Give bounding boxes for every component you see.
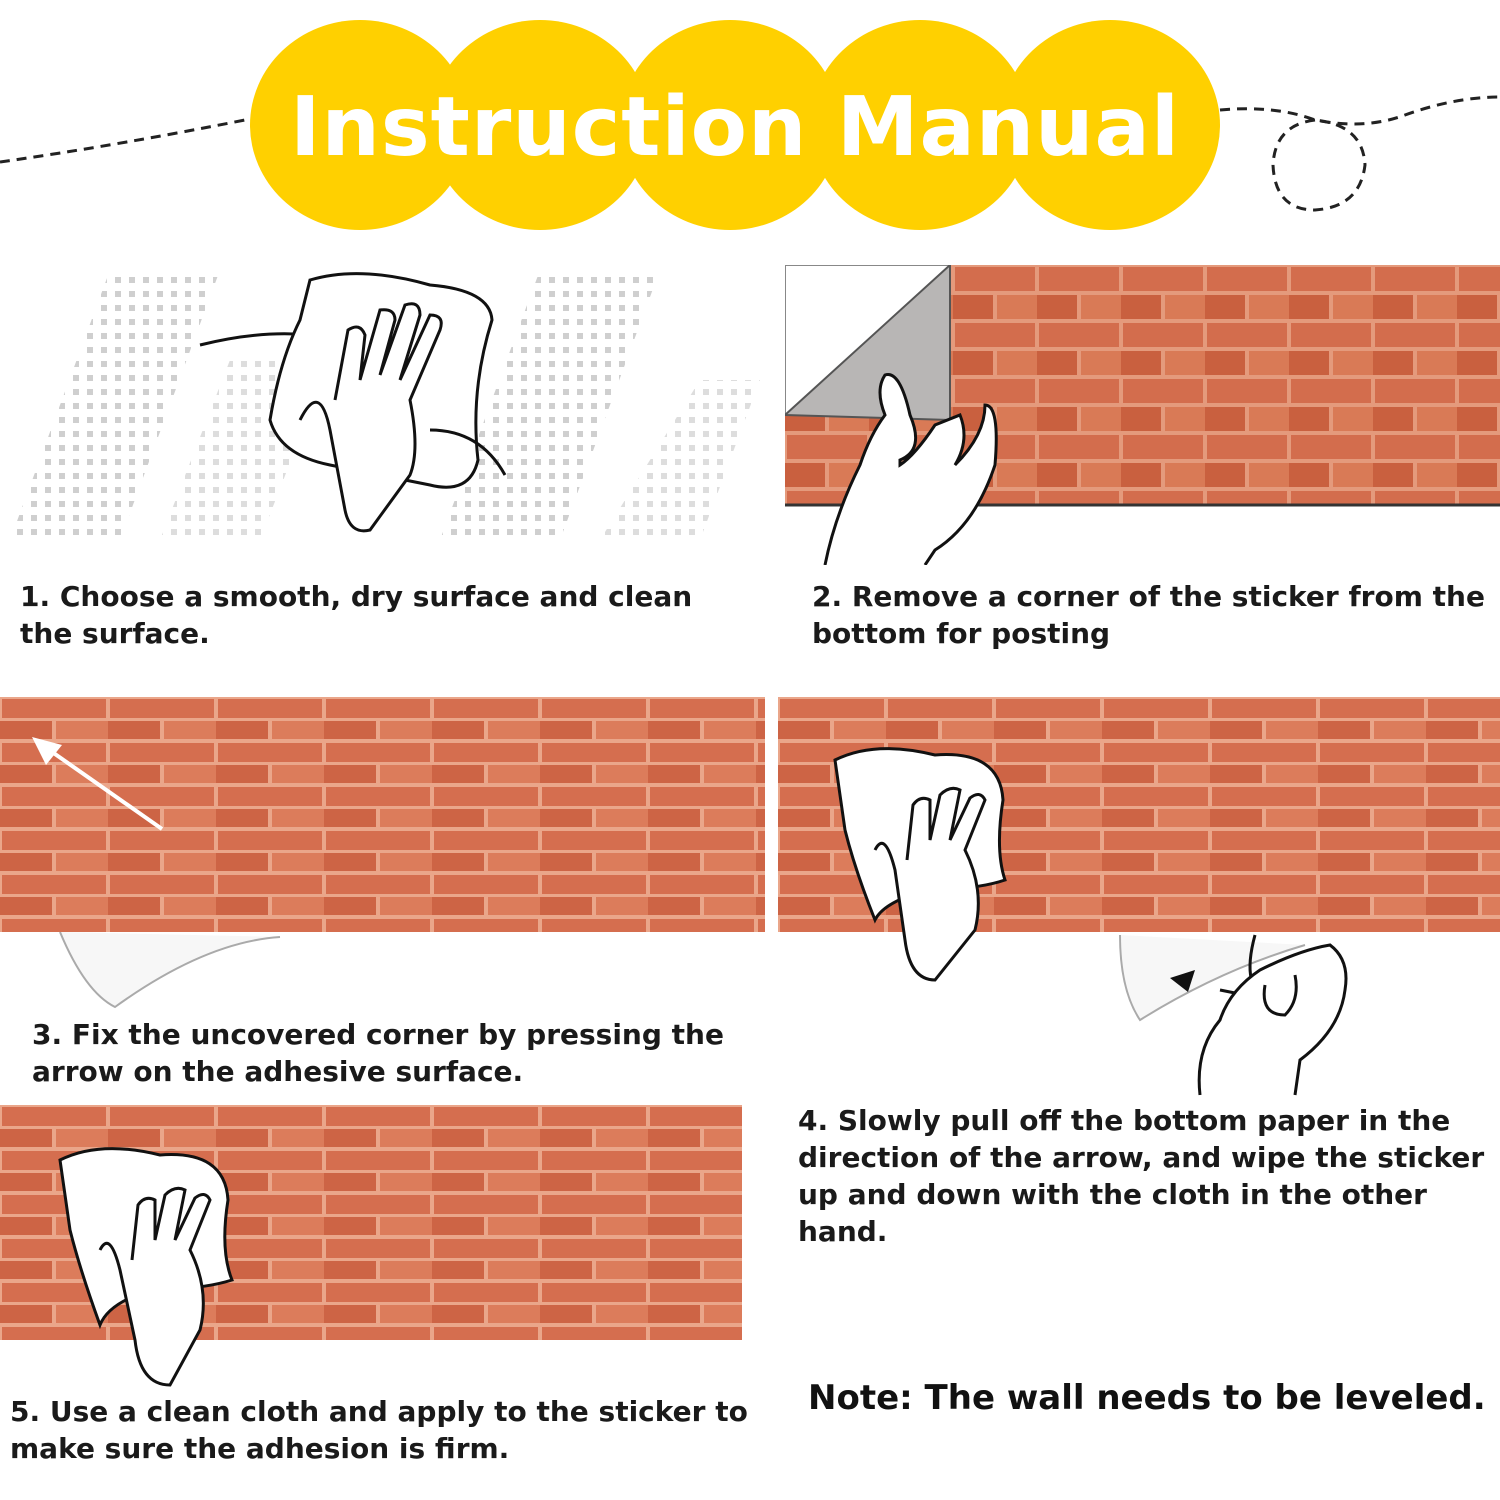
curved-arrow-icon (1100, 930, 1360, 1100)
note-text: Note: The wall needs to be leveled. (808, 1378, 1486, 1418)
title-banner (250, 20, 1220, 230)
step-2-caption: 2. Remove a corner of the sticker from the bottom for posting (812, 580, 1485, 650)
brick-panel-step-3 (0, 697, 765, 932)
step-3-caption: 3. Fix the uncovered corner by pressing the arrow on the adhesive surface. (32, 1018, 724, 1088)
dashed-loop-icon (1215, 85, 1500, 225)
page-title: Instruction Manual (289, 80, 1180, 175)
step-5-caption: 5. Use a clean cloth and apply to the sticker to make sure the adhesion is firm. (10, 1395, 748, 1465)
step-2-illustration (785, 265, 1500, 565)
step-1-caption: 1. Choose a smooth, dry surface and clean the surface. (20, 580, 693, 650)
step-1-illustration (0, 260, 760, 560)
hand-cloth-icon (825, 740, 1025, 990)
peeled-paper-icon (55, 932, 285, 1012)
dashed-decoration-left (0, 100, 260, 180)
hand-cloth-icon (50, 1140, 250, 1390)
step-4-caption: 4. Slowly pull off the bottom paper in the direction of the arrow, and wipe the sticker up and down with the cloth in the other hand. (798, 1104, 1485, 1248)
